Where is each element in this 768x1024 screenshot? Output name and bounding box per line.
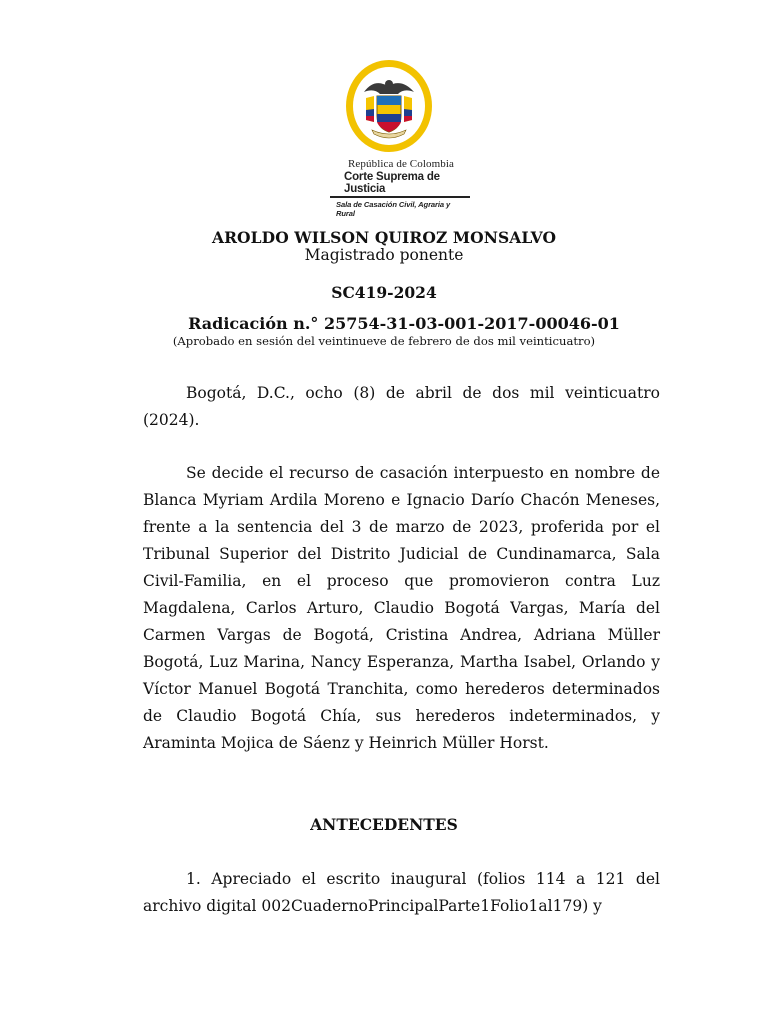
court-name: Corte Suprema de Justicia — [344, 171, 440, 195]
ruling-code: SC419-2024 — [331, 283, 437, 302]
approval-note: (Aprobado en sesión del veintinueve de febrero de dos mil veinticuatro) — [172, 334, 596, 348]
court-header — [330, 158, 470, 218]
antecedentes-paragraph — [143, 866, 660, 920]
country-name: República de Colombia — [348, 158, 454, 170]
judge-name: AROLDO WILSON QUIROZ MONSALVO — [211, 228, 557, 247]
antecedentes-paragraph-text: 1. Apreciado el escrito inaugural (folios 114 a 121 del archivo digital 002CuadernoPrincipalParte1Folio1al179) y — [143, 870, 660, 915]
judge-role: Magistrado ponente — [304, 246, 464, 264]
radicacion-number: Radicación n.° 25754-31-03-001-2017-00046-01 — [188, 314, 620, 333]
date-paragraph-text: Bogotá, D.C., ocho (8) de abril de dos mil veinticuatro (2024). — [143, 384, 660, 429]
section-title: ANTECEDENTES — [310, 815, 458, 834]
decision-paragraph-text: Se decide el recurso de casación interpuesto en nombre de Blanca Myriam Ardila Moreno e Ignacio Darío Chacón Meneses, frente a la sentencia del 3 de marzo de 2023, proferida por el Tribunal Superior del Distrito Judicial de Cundinamarca, Sala Civil-Familia, en el proceso que promovieron contra Luz Magdalena, Carlos Arturo, Claudio Bogotá Vargas, María del Carmen Vargas de Bogotá, Cristina Andrea, Adriana Müller Bogotá, Luz Marina, Nancy Esperanza, Martha Isabel, Orlando y Víctor Manuel Bogotá Tranchita, como herederos determinados de Claudio Bogotá Chía, sus herederos indeterminados, y Araminta Mojica de Sáenz y Heinrich Müller Horst. — [143, 464, 660, 752]
decision-paragraph — [143, 460, 660, 757]
chamber-name: Sala de Casación Civil, Agraria y Rural — [336, 199, 451, 218]
coat-of-arms-seal-icon — [344, 58, 434, 154]
date-paragraph — [143, 380, 660, 434]
header-divider — [330, 196, 470, 198]
